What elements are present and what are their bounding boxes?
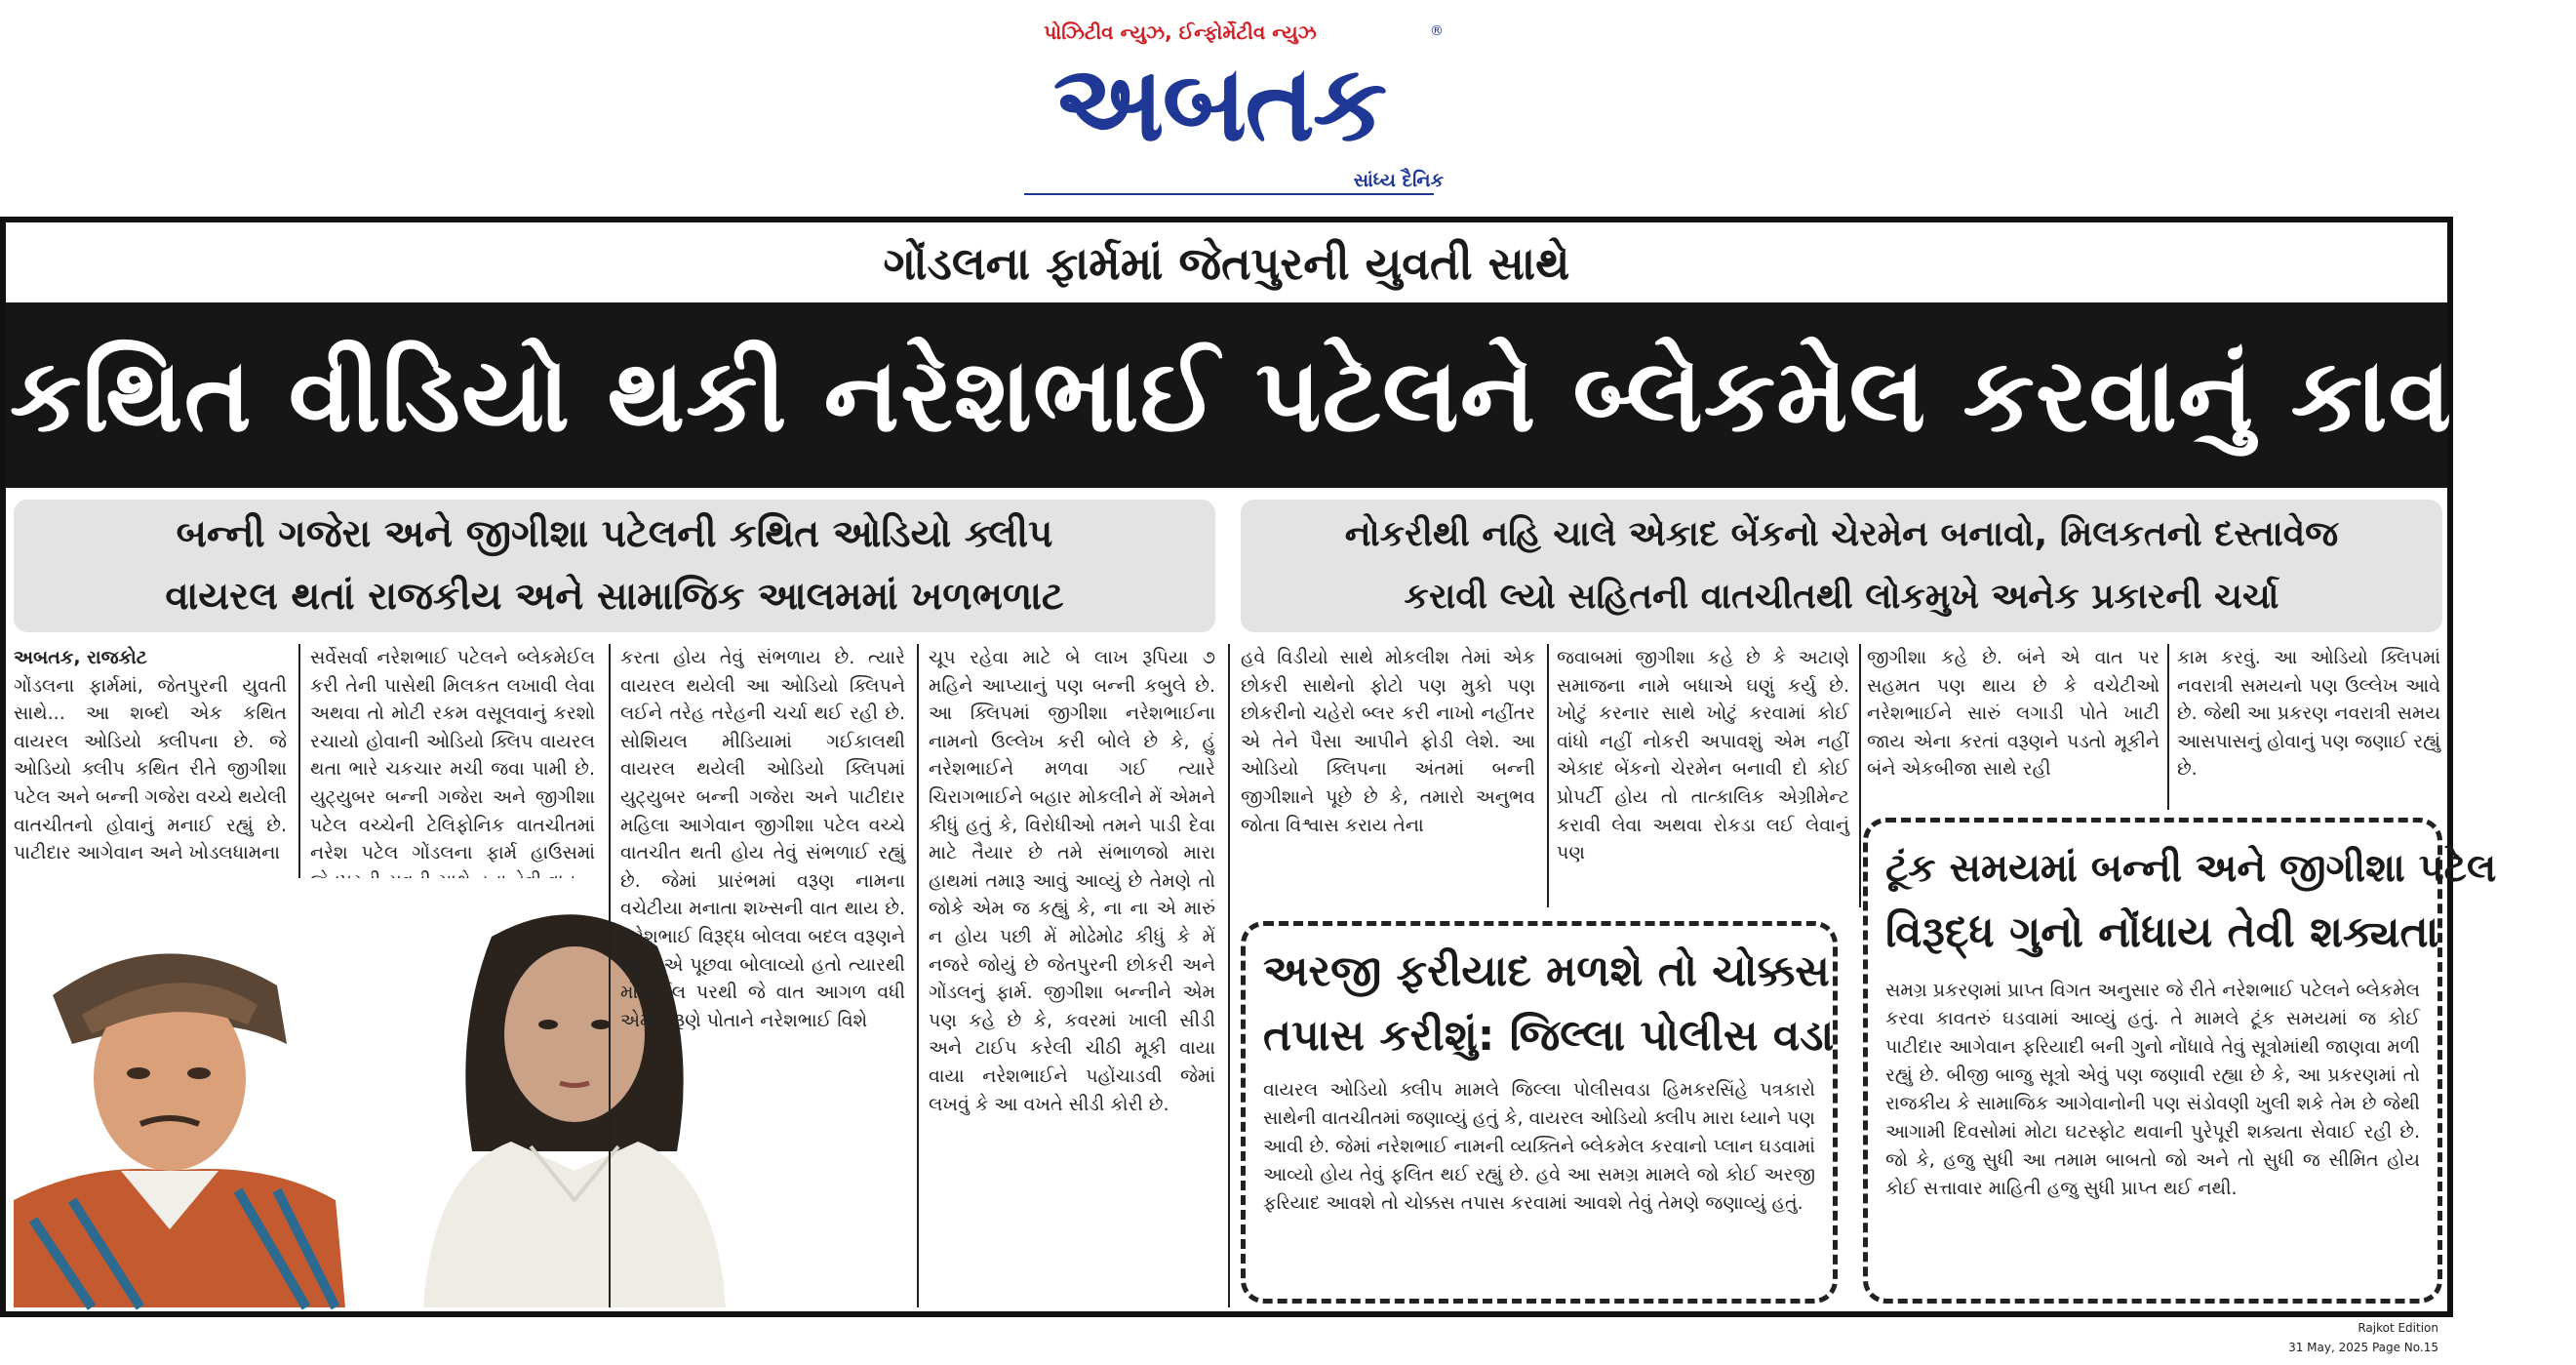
article-kicker: ગોંડલના ફાર્મમાં જેતપુરની યુવતી સાથે (883, 237, 1570, 290)
column-6-text: જવાબમાં જીગીશા કહે છે કે અટાણે સમાજના નામે બધાએ ઘણું કર્યુ છે. ખોટું કરનાર સાથે ખોટું કરવામાં કોઈ વાંધો નહીં નોકરી અપાવશું એમ નહીં એકાદ બેંકનો ચેરમેન બનાવી દો કોઈ પ્રોપર્ટી હોય તો તાત્કાલિક એગ્રીમેન્ટ કરાવી લેવા અથવા રોકડા લઈ લેવાનું પણ (1557, 647, 1849, 864)
column-7-text: જીગીશા કહે છે. બંને એ વાત પર સહમત પણ થાય છે કે વચેટીઓ નરેશભાઈને સારું લગાડી પોતે ખાટી જાય એના કરતાં વરૂણને પડતો મૂકીને બંને એકબીજા સાથે રહી (1867, 647, 2160, 781)
column-rule (609, 644, 611, 1307)
article-column-5 (1241, 644, 1535, 909)
column-8-text: કામ કરવું. આ ઓડિયો ક્લિપમાં નવરાત્રી સમયનો પણ ઉલ્લેખ આવે છે. જેથી આ પ્રકરણ નવરાત્રી સમય આસપાસનું હોવાનું પણ જણાઈ રહ્યું છે. (2177, 647, 2440, 781)
column-rule (1547, 644, 1549, 907)
masthead-logo: અબતક (1052, 43, 1386, 165)
subheadline-left (14, 500, 1215, 632)
article-column-8 (2177, 644, 2440, 812)
subheadline-left-line-2: વાયરલ થતાં રાજકીય અને સામાજિક આલમમાં ખળભળાટ (165, 575, 1064, 619)
police-statement-box (1241, 921, 1838, 1304)
case-box-text: સમગ્ર પ્રકરણમાં પ્રાપ્ત વિગત અનુસાર જે રીતે નરેશભાઈ પટેલને બ્લેકમેલ કરવા કાવતરું ઘડવામાં આવ્યું હતું. તે મામલે ટૂંક સમયમાં જ કોઈ પાટીદાર આગેવાન ફરિયાદી બની ગુનો નોંધાવે તેવું સૂત્રોમાંથી જાણવા મળી રહ્યું છે. બીજી બાજુ સૂત્રો એવું પણ જણાવી રહ્યા છે કે, આ પ્રકરણમાં તો રાજકીય કે સામાજિક આગેવાનોની પણ સંડોવણી ખુલી શકે તેમ છે જેથી આગામી દિવસોમાં મોટા ઘટસ્ફોટ થવાની પુરેપૂરી શક્યતા સેવાઈ રહી છે. જો કે, હજુ સુધી આ તમામ બાબતો જો અને તો સુધી જ સીમિત હોય કોઈ સત્તાવાર માહિતી હજુ સુધી પ્રાપ્ત થઈ નથી. (1885, 980, 2420, 1199)
edition-label: Rajkot Edition (2358, 1321, 2438, 1335)
masthead-subtitle: સાંધ્ય દૈનિક (1353, 170, 1444, 191)
article-column-7 (1867, 644, 2160, 812)
police-box-title-line-1: અરજી ફરીયાદ મળશે તો ચોક્કસ (1263, 946, 1830, 996)
subheadline-left-line-1: બન્ની ગજેરા અને જીગીશા પટેલની કથિત ઓડિયો ક્લીપ (176, 512, 1053, 556)
article-headline: કથિત વીડિયો થકી નરેશભાઈ પટેલને બ્લેકમેલ કરવાનું કાવતરૂ (10, 336, 2576, 455)
article-dateline: અબતક, રાજકોટ (14, 647, 147, 668)
article-column-1 (14, 644, 287, 878)
article-column-6 (1557, 644, 1849, 909)
registered-mark: ® (1430, 23, 1444, 39)
column-rule (298, 644, 300, 878)
column-2-text: સર્વેસર્વા નરેશભાઈ પટેલને બ્લેકમેઈલ કરી તેની પાસેથી મિલકત લખાવી લેવા અથવા તો મોટી રકમ વસૂલવાનું કરશો રચાયો હોવાની ઓડિયો ક્લિપ વાયરલ થતા ભારે ચકચાર મચી જવા પામી છે. યુટ્યુબર બન્ની ગજેરા અને જીગીશા પટેલ વચ્ચેની ટેલિફોનિક વાતચીતમાં નરેશ પટેલ ગોંડલના ફાર્મ હાઉસમાં (310, 647, 595, 864)
photo-bunny-gajera (14, 878, 384, 1307)
case-likely-box (1863, 818, 2497, 1304)
column-rule (2167, 644, 2169, 810)
column-1-text: ગોંડલના ફાર્મમાં, જેતપુરની યુવતી સાથે... આ શબ્દો એક કથિત વાયરલ ઓડિયો ક્લીપના છે. જે ઓડિયો ક્લીપ કથિત રીતે જીગીશા પટેલ અને બન્ની ગજેરા વચ્ચે થયેલી વાતચીતનો હોવાનું મનાઈ રહ્યું છે. પાટીદાર આગેવાન અને ખોડલધામના (14, 674, 287, 864)
case-box-title-line-2: વિરૂદ્ધ ગુનો નોંધાય તેવી શક્યતા (1885, 907, 2439, 957)
subheadline-right-line-2: કરાવી લ્યો સહિતની વાતચીતથી લોકમુખે અનેક પ્રકારની ચર્ચા (1404, 577, 2279, 617)
masthead-underline (1024, 193, 1434, 195)
column-rule (1859, 644, 1861, 907)
column-4-text: ચૂપ રહેવા માટે બે લાખ રૂપિયા ૭ મહિને આપ્યાનું પણ બન્ની કબુલે છે. આ ક્લિપમાં જીગીશા નરેશભાઈના નામનો ઉલ્લેખ કરી બોલે છે કે, હું નરેશભાઈને મળવા ગઈ ત્યારે ચિરાગભાઈને બહાર મોકલીને મેં એમને કીધું હતું કે, વિરોધીઓ તમને પાડી દેવા માટે તૈયાર છે તમે સંભાળજો મારા હાથમાં તમારૂ આવું આવ્યું છે તેમણે તો જોકે એમ જ કહ્યું કે, ના ના એ મારું ન હોય પછી મેં મોઢેમોઢ કીધું કે મેં નજરે જોયું છે જેતપુરની છોકરી અને ગોંડલનું ફાર્મ. જીગીશા બન્નીને એમ પણ કહે છે કે, કવરમાં ખાલી સીડી અને ટાઈપ કરેલી ચીઠી મૂકી વાયા વાયા નરેશભાઈને પહોંચાડવી જેમાં લખવું કે આ વખતે સીડી કોરી છે. (929, 647, 1215, 1115)
column-3-text: કરતા હોય તેવું સંભળાય છે. ત્યારે વાયરલ થયેલી આ ઓડિયો ક્લિપને લઈને તરેહ તરેહની ચર્ચા થઈ રહી છે. સોશિયલ મીડિયામાં ગઈકાલથી વાયરલ થયેલી ઓડિયો ક્લિપમાં યુટ્યુબર બન્ની ગજેરા અને પાટીદાર મહિલા આગેવાન જીગીશા પટેલ વચ્ચે વાતચીત થતી હોય તેવું સંભળાઈ રહ્યું છે. જેમાં પ્રારંભમાં વરૂણ નામના વચેટીયા મનાતા શખ્સની વાત થાય છે. નરેશભાઈ વિરૂદ્ધ બોલવા બદલ વરૂણને બન્નીએ પૂછવા બોલાવ્યો હતો ત્યારથી મોબાઈલ પરથી જે વાત આગળ વધી એમાં વરૂણે પોતાને નરેશભાઈ વિશે (620, 647, 905, 1031)
subheadline-right (1241, 500, 2442, 632)
case-box-title-line-1: ટૂંક સમયમાં બન્ની અને જીગીશા પટેલ (1885, 846, 2497, 891)
column-rule (1228, 644, 1230, 1307)
subheadline-right-line-1: નોકરીથી નહિ ચાલે એકાદ બેંકનો ચેરમેન બનાવો, મિલકતનો દસ્તાવેજ (1344, 514, 2339, 554)
page-info: 31 May, 2025 Page No.15 (2288, 1341, 2438, 1354)
article-column-3 (620, 644, 905, 1307)
column-rule (917, 644, 919, 1307)
masthead-tagline: પોઝિટીવ ન્યુઝ, ઈન્ફોર્મેટીવ ન્યુઝ (1044, 20, 1317, 44)
article-column-4 (929, 644, 1215, 1307)
column-5-text: હવે વિડીયો સાથે મોકલીશ તેમાં એક છોકરી સાથેનો ફોટો પણ મુકો પણ છોકરીનો ચહેરો બ્લર કરી નાખો નહીંતર એ તેને પૈસા આપીને ફોડી લેશે. આ ઓડિયો ક્લિપના અંતમાં બન્ની જીગીશાને પૂછે છે કે, તમારો અનુભવ જોતા વિશ્વાસ કરાય તેના (1241, 647, 1535, 836)
portrait-man-image (14, 878, 384, 1307)
police-box-title-line-2: તપાસ કરીશું: જિલ્લા પોલીસ વડા (1263, 1011, 1835, 1061)
police-box-text: વાયરલ ઓડિયો ક્લીપ મામલે જિલ્લા પોલીસવડા હિમકરસિંહે પત્રકારો સાથેની વાતચીતમાં જણાવ્યું હતું કે, વાયરલ ઓડિયો ક્લીપ મારા ધ્યાને પણ આવી છે. જેમાં નરેશભાઈ નામની વ્યક્તિને બ્લેકમેલ કરવાનો પ્લાન ઘડવામાં આવ્યો હોય તેવું ફલિત થઈ રહ્યું છે. હવે આ સમગ્ર મામલે જો કોઈ અરજી ફરિયાદ આવશે તો ચોક્કસ તપાસ કરવામાં આવશે તેવું તેમણે જણાવ્યું હતું. (1263, 1079, 1815, 1214)
